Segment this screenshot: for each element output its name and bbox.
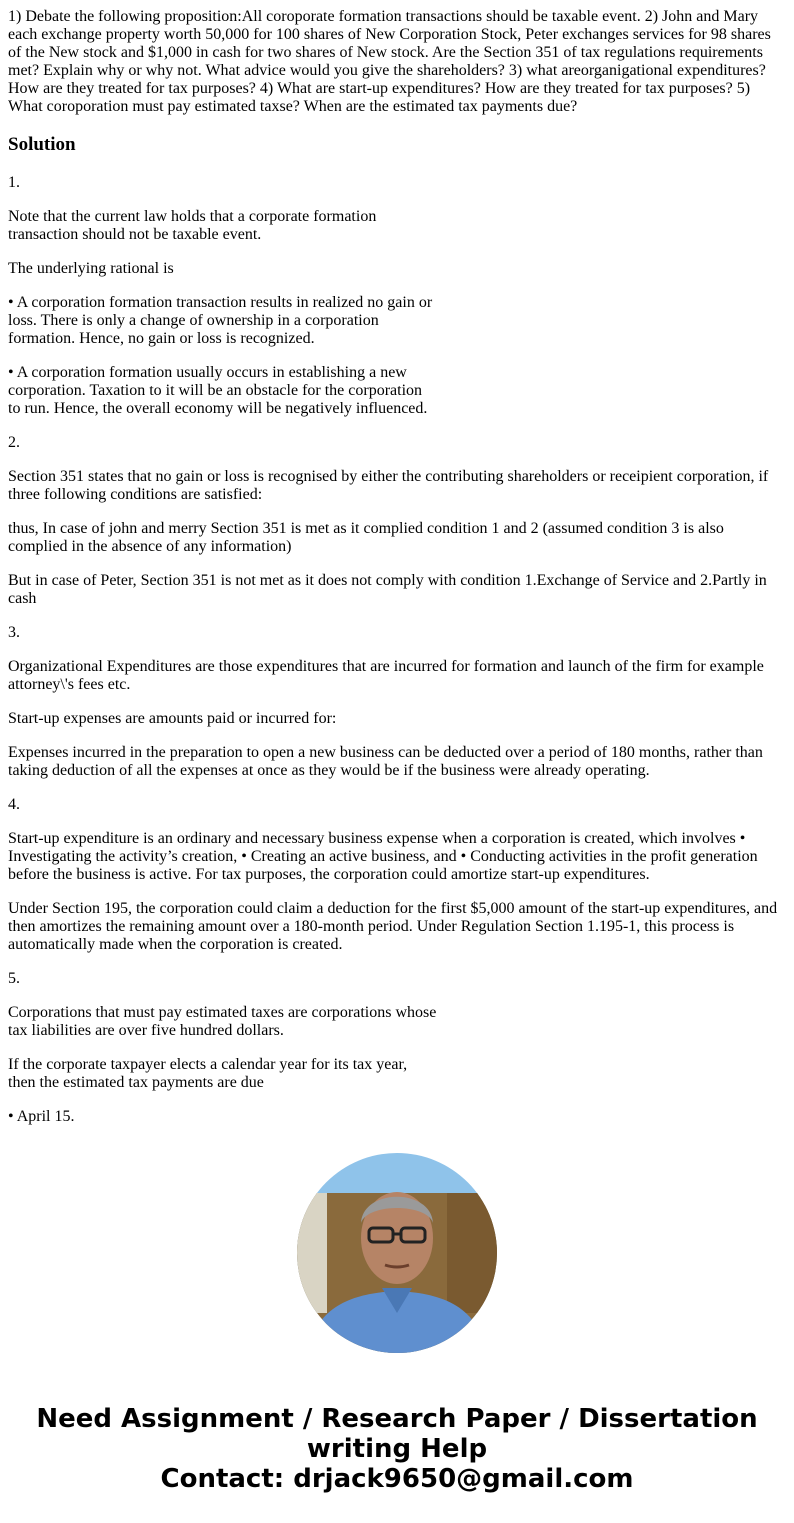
footer-contact: Contact: drjack9650@gmail.com: [160, 1464, 634, 1494]
solution-paragraph: [8, 364, 786, 418]
solution-paragraph: [8, 744, 786, 780]
paragraph-line: then the estimated tax payments are due: [8, 1074, 264, 1091]
footer-line-2: writing Help: [306, 1434, 488, 1464]
solution-paragraph: [8, 624, 786, 642]
paragraph-line: • A corporation formation transaction results in realized no gain or: [8, 294, 433, 311]
solution-paragraph: [8, 710, 786, 728]
paragraph-line: If the corporate taxpayer elects a calendar year for its tax year,: [8, 1056, 408, 1073]
paragraph-line: Note that the current law holds that a corporate formation: [8, 208, 377, 225]
paragraph-line: Start-up expenses are amounts paid or incurred for:: [8, 710, 337, 727]
solution-paragraphs: [8, 174, 786, 1125]
paragraph-line: • A corporation formation usually occurs in establishing a new: [8, 364, 407, 381]
footer-line-1: Need Assignment / Research Paper / Dissertation: [36, 1404, 758, 1434]
solution-paragraph: [8, 260, 786, 278]
solution-paragraph: [8, 434, 786, 452]
solution-paragraph: [8, 1108, 786, 1125]
paragraph-line: 4.: [8, 796, 20, 813]
author-photo: [297, 1153, 497, 1353]
solution-paragraph: [8, 1056, 786, 1092]
document-body: [8, 0, 786, 1125]
solution-paragraph: [8, 1004, 786, 1040]
paragraph-line: corporation. Taxation to it will be an obstacle for the corporation: [8, 382, 423, 399]
paragraph-line: thus, In case of john and merry Section 351 is met as it complied condition 1 and 2 (assumed condition 3 is also complied in the absence of any information): [8, 520, 724, 555]
paragraph-line: Under Section 195, the corporation could claim a deduction for the first $5,000 amount of the start-up expenditures, and then amortizes the remaining amount over a 180-month period. Under Regulation Section 1.195-1, this process is automatically made when the corporation is created.: [8, 900, 778, 953]
paragraph-line: tax liabilities are over five hundred dollars.: [8, 1022, 284, 1039]
solution-paragraph: [8, 468, 786, 504]
paragraph-line: 3.: [8, 624, 20, 641]
paragraph-line: Start-up expenditure is an ordinary and necessary business expense when a corporation is created, which involves • Investigating the activity’s creation, • Creating an active business, and • Conducting activities in the profit generation before the business is active. For tax purposes, the corporation could amortize start-up expenditures.: [8, 830, 758, 883]
paragraph-line: The underlying rational is: [8, 260, 174, 277]
paragraph-line: formation. Hence, no gain or loss is recognized.: [8, 330, 315, 347]
paragraph-line: loss. There is only a change of ownership in a corporation: [8, 312, 379, 329]
solution-paragraph: [8, 830, 786, 884]
contact-footer: [0, 1404, 794, 1494]
solution-paragraph: [8, 900, 786, 954]
paragraph-line: 2.: [8, 434, 20, 451]
solution-paragraph: [8, 658, 786, 694]
solution-paragraph: [8, 572, 786, 608]
solution-paragraph: [8, 970, 786, 988]
paragraph-line: Corporations that must pay estimated taxes are corporations whose: [8, 1004, 437, 1021]
solution-paragraph: [8, 174, 786, 192]
paragraph-line: Expenses incurred in the preparation to open a new business can be deducted over a period of 180 months, rather than taking deduction of all the expenses at once as they would be if the business were already operating.: [8, 744, 763, 779]
paragraph-line: transaction should not be taxable event.: [8, 226, 262, 243]
paragraph-line: 5.: [8, 970, 20, 987]
solution-paragraph: [8, 294, 786, 348]
paragraph-line: Section 351 states that no gain or loss is recognised by either the contributing shareholders or receipient corporation, if three following conditions are satisfied:: [8, 468, 769, 503]
paragraph-line: But in case of Peter, Section 351 is not met as it does not comply with condition 1.Exchange of Service and 2.Partly in cash: [8, 572, 767, 607]
solution-paragraph: [8, 208, 786, 244]
paragraph-line: 1.: [8, 174, 20, 191]
question-text: 1) Debate the following proposition:All coroporate formation transactions should be taxable event. 2) John and Mary each exchange property worth 50,000 for 100 shares of New Corporation Stock, Peter exchanges services for 98 shares of the New stock and $1,000 in cash for two shares of New stock. Are the Section 351 of tax regulations requirements met? Explain why or why not. What advice would you give the shareholders? 3) what areorganigational expenditures? How are they treated for tax purposes? 4) What are start-up expenditures? How are they treated for tax purposes? 5) What coroporation must pay estimated taxse? When are the estimated tax payments due?: [8, 8, 771, 115]
paragraph-line: to run. Hence, the overall economy will be negatively influenced.: [8, 400, 428, 417]
solution-heading: Solution: [8, 134, 76, 155]
paragraph-line: Organizational Expenditures are those expenditures that are incurred for formation and launch of the firm for example attorney\'s fees etc.: [8, 658, 764, 693]
solution-paragraph: [8, 520, 786, 556]
solution-paragraph: [8, 796, 786, 814]
paragraph-line: • April 15.: [8, 1108, 75, 1125]
